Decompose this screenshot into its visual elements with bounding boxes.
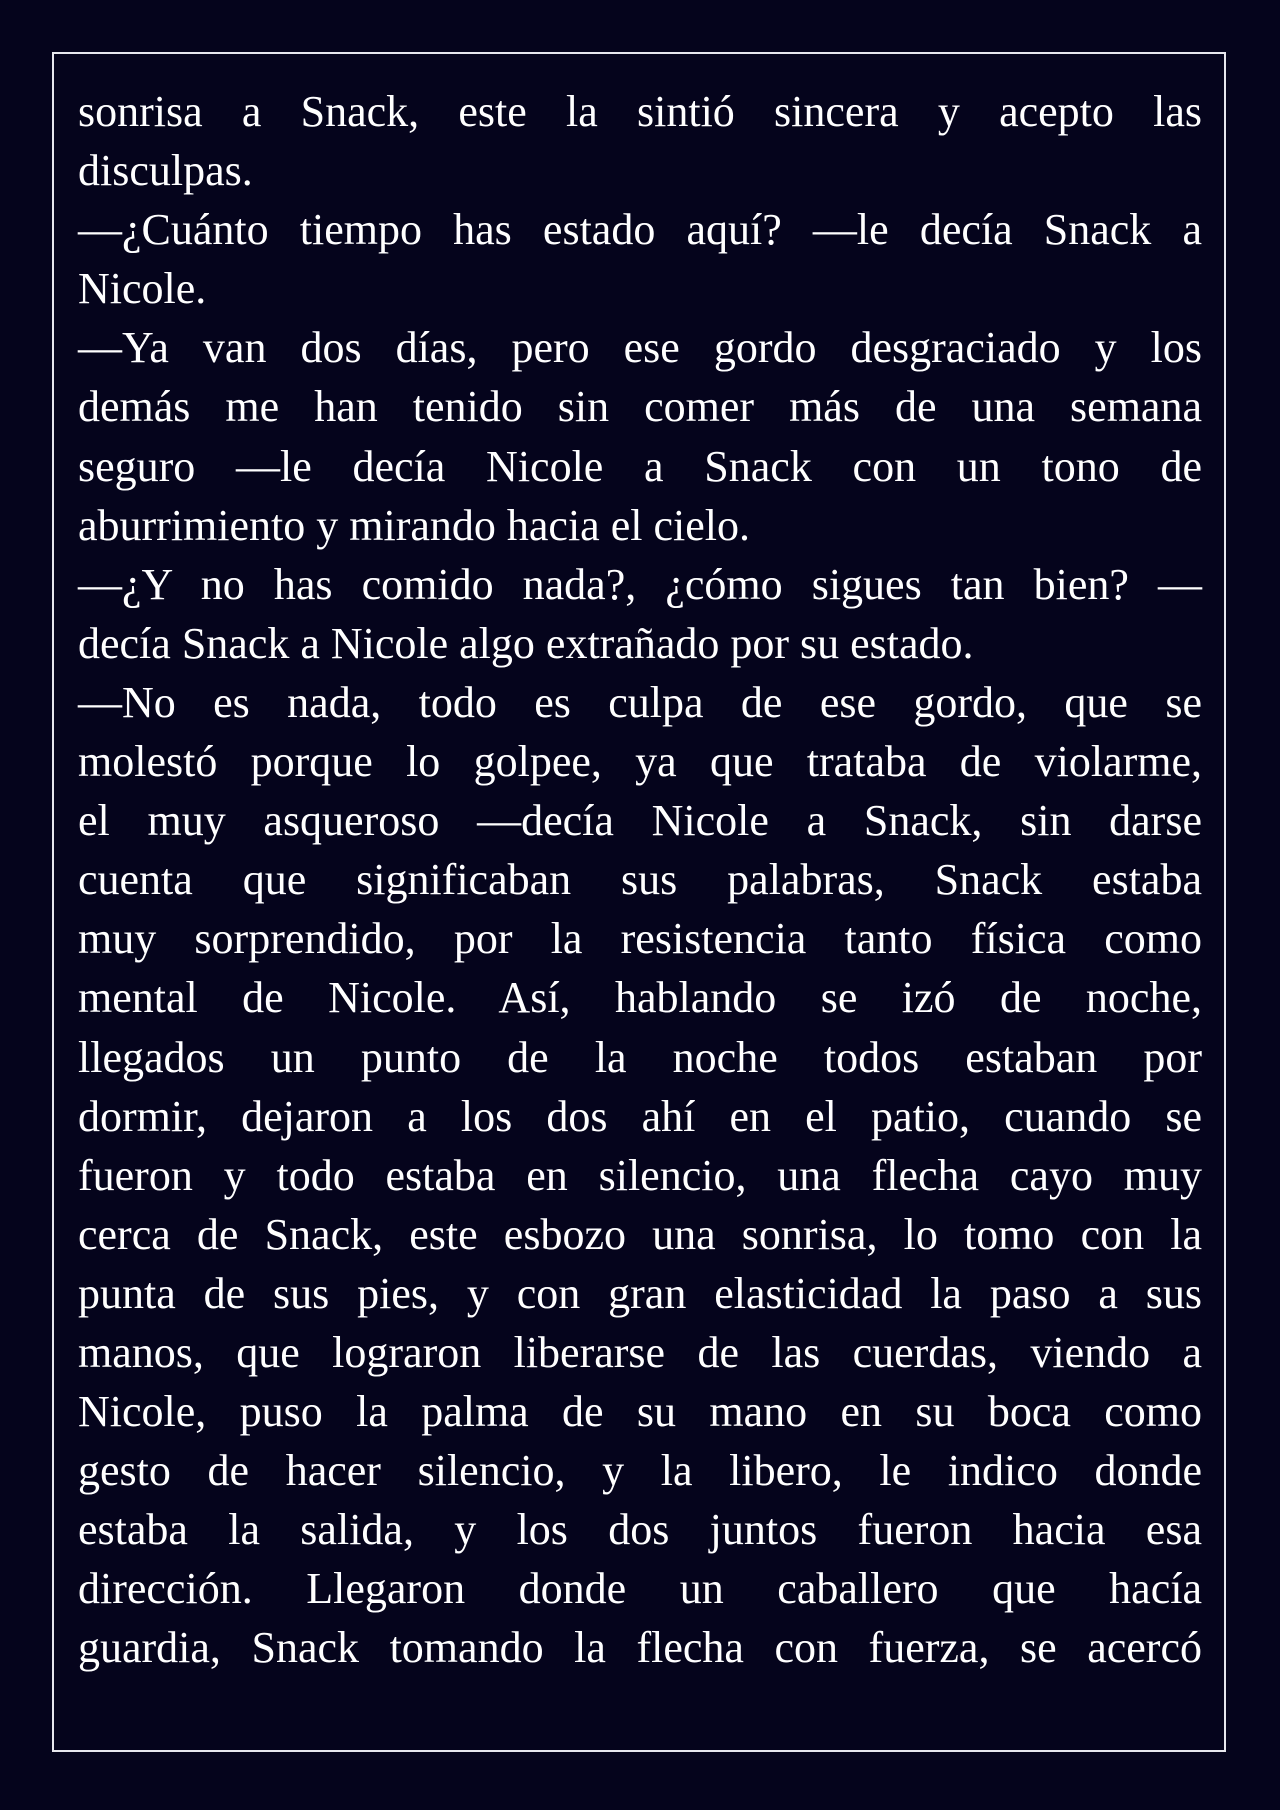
text-line: estaba la salida, y los dos juntos fueron hacia esa xyxy=(78,1505,1202,1555)
text-line: muy sorprendido, por la resistencia tanto física como xyxy=(78,914,1202,964)
story-text xyxy=(78,82,1202,1678)
text-line: guardia, Snack tomando la flecha con fuerza, se acercó xyxy=(78,1623,1202,1673)
text-line: seguro —le decía Nicole a Snack con un tono de xyxy=(78,441,1202,491)
text-line: punta de sus pies, y con gran elasticidad la paso a sus xyxy=(78,1268,1202,1318)
text-line: —Ya van dos días, pero ese gordo desgraciado y los xyxy=(78,323,1202,373)
text-line: cuenta que significaban sus palabras, Snack estaba xyxy=(78,855,1202,905)
text-line: mental de Nicole. Así, hablando se izó de noche, xyxy=(78,973,1202,1023)
text-line: dormir, dejaron a los dos ahí en el patio, cuando se xyxy=(78,1091,1202,1141)
text-line: el muy asqueroso —decía Nicole a Snack, sin darse xyxy=(78,796,1202,846)
text-line: Nicole. xyxy=(78,264,207,314)
text-line: manos, que lograron liberarse de las cuerdas, viendo a xyxy=(78,1327,1202,1377)
text-line: decía Snack a Nicole algo extrañado por su estado. xyxy=(78,618,974,668)
text-line: molestó porque lo golpee, ya que trataba de violarme, xyxy=(78,737,1202,787)
text-line: aburrimiento y mirando hacia el cielo. xyxy=(78,500,750,550)
text-line: dirección. Llegaron donde un caballero que hacía xyxy=(78,1564,1202,1614)
text-line: sonrisa a Snack, este la sintió sincera y acepto las xyxy=(78,87,1202,136)
text-line: —No es nada, todo es culpa de ese gordo, que se xyxy=(78,677,1202,727)
text-line: gesto de hacer silencio, y la libero, le indico donde xyxy=(78,1446,1202,1496)
text-line: fueron y todo estaba en silencio, una flecha cayo muy xyxy=(78,1150,1202,1200)
text-line: —¿Cuánto tiempo has estado aquí? —le decía Snack a xyxy=(78,205,1202,255)
text-line: —¿Y no has comido nada?, ¿cómo sigues tan bien? — xyxy=(78,559,1202,609)
text-line: demás me han tenido sin comer más de una semana xyxy=(78,382,1202,432)
text-line: llegados un punto de la noche todos estaban por xyxy=(78,1032,1202,1082)
text-line: disculpas. xyxy=(78,146,253,196)
text-line: Nicole, puso la palma de su mano en su boca como xyxy=(78,1387,1202,1437)
text-line: cerca de Snack, este esbozo una sonrisa, lo tomo con la xyxy=(78,1209,1202,1259)
